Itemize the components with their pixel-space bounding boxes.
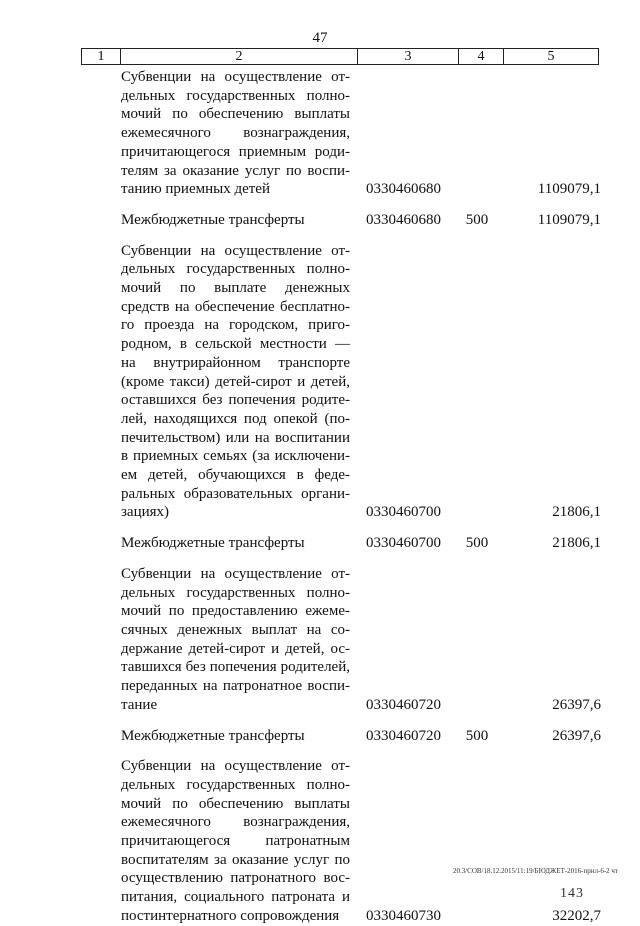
description-line: телям за оказание услуг по воспи-	[121, 162, 350, 179]
target-article-code: 0330460730	[366, 907, 441, 924]
description-line: воспитателям за оказание услуг по	[121, 851, 350, 868]
description-line: мочий по выплате денежных	[121, 280, 350, 297]
description-line: оставшихся без попечения родите-	[121, 392, 350, 409]
amount: 21806,1	[552, 504, 601, 521]
description-line: печительством) или на воспитании	[121, 429, 350, 446]
description-line: дельных государственных полно-	[121, 776, 350, 793]
column-header-5: 5	[504, 49, 599, 65]
table-row	[121, 211, 601, 230]
description-line: дельных государственных полно-	[121, 261, 350, 278]
description-line: сячных денежных выплат на со-	[121, 621, 350, 638]
description-line: ежемесячного вознаграждения,	[121, 814, 350, 831]
column-header-3: 3	[358, 49, 459, 65]
description-line: Субвенции на осуществление от-	[121, 242, 350, 259]
table-row	[121, 68, 601, 199]
description-line: ральных образовательных органи-	[121, 485, 350, 502]
table-row	[121, 727, 601, 746]
description-line: причитающегося патронатным	[121, 833, 350, 850]
row-description	[121, 727, 350, 746]
table-row	[121, 242, 601, 523]
expense-type-code: 500	[465, 727, 489, 744]
description-line: Межбюджетные трансферты	[121, 535, 305, 552]
row-description	[121, 565, 350, 715]
description-line: тание	[121, 696, 158, 713]
column-header-4: 4	[459, 49, 504, 65]
description-line: Субвенции на осуществление от-	[121, 565, 350, 582]
amount: 21806,1	[552, 535, 601, 552]
description-line: держание детей-сирот и детей, ос-	[121, 640, 350, 657]
target-article-code: 0330460720	[366, 727, 441, 744]
description-line: Субвенции на осуществление от-	[121, 69, 350, 85]
description-line: постинтернатного сопровождения	[121, 907, 340, 924]
description-line: Межбюджетные трансферты	[121, 211, 305, 228]
amount: 26397,6	[552, 727, 601, 744]
target-article-code: 0330460680	[366, 181, 441, 198]
amount: 1109079,1	[537, 181, 601, 198]
target-article-code: 0330460680	[366, 211, 441, 228]
description-line: танию приемных детей	[121, 181, 270, 198]
expense-type-code: 500	[465, 535, 489, 552]
row-description	[121, 534, 350, 553]
target-article-code: 0330460720	[366, 696, 441, 713]
description-line: средств на обеспечение бесплатно-	[121, 298, 350, 315]
description-line: мочий по обеспечению выплаты	[121, 106, 350, 123]
description-line: мочий по обеспечению выплаты	[121, 795, 350, 812]
description-line: переданных на патронатное воспи-	[121, 678, 350, 695]
description-line: дельных государственных полно-	[121, 584, 350, 601]
description-line: на внутрирайонном транспорте	[121, 354, 350, 371]
description-line: Межбюджетные трансферты	[121, 727, 305, 744]
amount: 1109079,1	[537, 211, 601, 228]
row-description	[121, 242, 350, 523]
description-line: в приемных семьях (за исключени-	[121, 448, 350, 465]
description-line: лей, находящихся под опекой (по-	[121, 410, 350, 427]
description-line: ежемесячного вознаграждения,	[121, 125, 350, 142]
target-article-code: 0330460700	[366, 535, 441, 552]
amount: 32202,7	[552, 907, 601, 924]
column-header-1: 1	[82, 49, 121, 65]
amount: 26397,6	[552, 696, 601, 713]
row-description	[121, 68, 350, 199]
target-article-code: 0330460700	[366, 504, 441, 521]
description-line: осуществлению патронатного вос-	[121, 870, 350, 887]
row-description	[121, 757, 350, 925]
description-line: дельных государственных полно-	[121, 87, 350, 104]
budget-table-body	[121, 68, 601, 926]
description-line: тавшихся без попечения родителей,	[121, 659, 350, 676]
description-line: ем детей, обучающихся в феде-	[121, 467, 350, 484]
description-line: зациях)	[121, 504, 170, 521]
table-row	[121, 565, 601, 715]
column-header-2: 2	[121, 49, 358, 65]
column-header-table	[81, 48, 599, 65]
description-line: причитающегося приемным роди-	[121, 143, 350, 160]
description-line: мочий по предоставлению ежеме-	[121, 603, 350, 620]
footer-stamp: 20.3/СОВ/18.12.2015/11:19/БЮДЖЕТ-2016-прил-6-2 чт	[452, 867, 618, 875]
description-line: родном, в сельской местности —	[121, 336, 350, 353]
expense-type-code: 500	[465, 211, 489, 228]
row-description	[121, 211, 350, 230]
description-line: го проезда на городском, приго-	[121, 317, 350, 334]
description-line: Субвенции на осуществление от-	[121, 758, 350, 775]
table-row	[121, 534, 601, 553]
table-row	[121, 757, 601, 925]
description-line: (кроме такси) детей-сирот и детей,	[121, 373, 350, 390]
sheet-number: 143	[560, 886, 584, 901]
page-number: 47	[312, 30, 328, 46]
description-line: питания, социального патроната и	[121, 889, 350, 906]
